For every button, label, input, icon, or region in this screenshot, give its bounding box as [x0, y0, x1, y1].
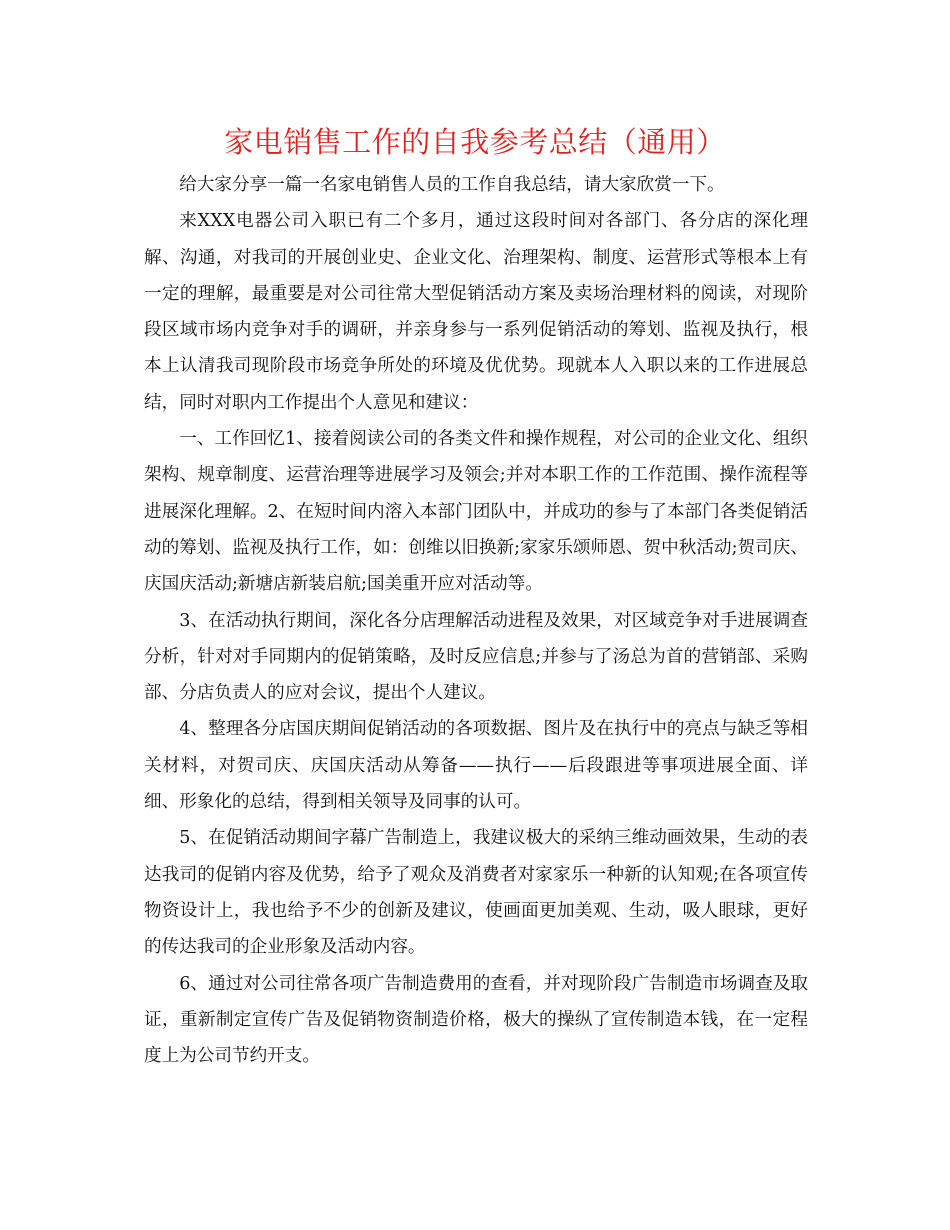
document-title: 家电销售工作的自我参考总结（通用）	[224, 125, 726, 159]
paragraph-item-6: 6、通过对公司往常各项广告制造费用的查看，并对现阶段广告制造市场调查及取证，重新制定宣传广告及促销物资制造价格，极大的操纵了宣传制造本钱，在一定程度上为公司节约开支。	[144, 973, 808, 1067]
paragraph-background: 来XXX电器公司入职已有二个多月，通过这段时间对各部门、各分店的深化理解、沟通，对我司的开展创业史、企业文化、治理架构、制度、运营形式等根本上有一定的理解，最重要是对公司往常大型促销活动方案及卖场治理材料的阅读，对现阶段区域市场内竞争对手的调研，并亲身参与一系列促销活动的筹划、监视及执行，根本上认清我司现阶段市场竞争所处的环境及优优势。现就本人入职以来的工作进展总结，同时对职内工作提出个人意见和建议：	[144, 211, 808, 413]
paragraph-item-4: 4、整理各分店国庆期间促销活动的各项数据、图片及在执行中的亮点与缺乏等相关材料，对贺司庆、庆国庆活动从筹备——执行——后段跟进等事项进展全面、详细、形象化的总结，得到相关领导及同事的认可。	[144, 719, 808, 813]
paragraph-item-3: 3、在活动执行期间，深化各分店理解活动进程及效果，对区域竞争对手进展调查分析，针对对手同期内的促销策略，及时反应信息;并参与了汤总为首的营销部、采购部、分店负责人的应对会议，提出个人建议。	[144, 610, 808, 704]
document-body	[144, 167, 808, 1074]
paragraph-item-5: 5、在促销活动期间字幕广告制造上，我建议极大的采纳三维动画效果，生动的表达我司的促销内容及优势，给予了观众及消费者对家家乐一种新的认知观;在各项宣传物资设计上，我也给予不少的创新及建议，使画面更加美观、生动，吸人眼球，更好的传达我司的企业形象及活动内容。	[144, 828, 808, 958]
paragraph-work-review: 一、工作回忆1、接着阅读公司的各类文件和操作规程，对公司的企业文化、组织架构、规章制度、运营治理等进展学习及领会;并对本职工作的工作范围、操作流程等进展深化理解。2、在短时间内溶入本部门团队中，并成功的参与了本部门各类促销活动的筹划、监视及执行工作，如：创维以旧换新;家家乐颂师恩、贺中秋活动;贺司庆、庆国庆活动;新塘店新装启航;国美重开应对活动等。	[144, 429, 808, 595]
paragraph-intro: 给大家分享一篇一名家电销售人员的工作自我总结，请大家欣赏一下。	[179, 175, 725, 195]
